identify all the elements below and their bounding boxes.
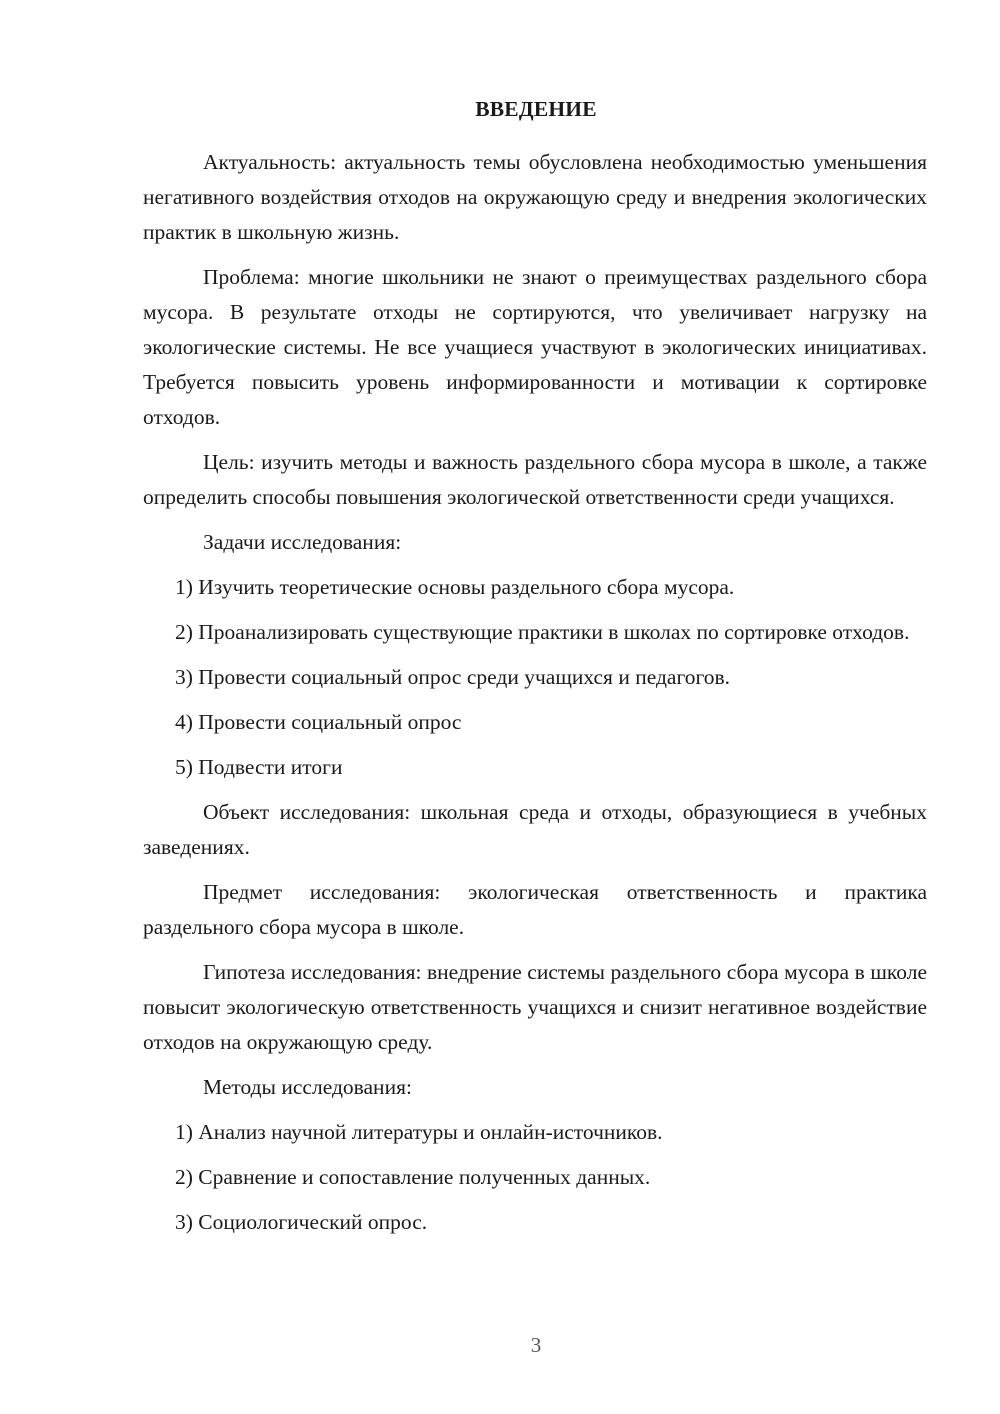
tasks-heading: Задачи исследования:: [203, 530, 402, 554]
list-item: 2) Сравнение и сопоставление полученных данных.: [175, 1165, 651, 1189]
page-title: ВВЕДЕНИЕ: [475, 97, 597, 121]
object-paragraph: Объект исследования: школьная среда и отходы, образующиеся в учебных заведениях.: [143, 800, 927, 859]
list-item: 1) Изучить теоретические основы раздельного сбора мусора.: [175, 575, 735, 599]
list-item: 2) Проанализировать существующие практики в школах по сортировке отходов.: [175, 620, 910, 644]
page-number: 3: [530, 1333, 542, 1357]
methods-list: [143, 1115, 927, 1240]
document-body: [143, 145, 927, 1250]
goal-paragraph: Цель: изучить методы и важность раздельного сбора мусора в школе, а также определить способы повышения экологической ответственности среди учащихся.: [143, 450, 927, 509]
list-item: 1) Анализ научной литературы и онлайн-источников.: [175, 1120, 663, 1144]
list-item: 3) Провести социальный опрос среди учащихся и педагогов.: [175, 665, 731, 689]
hypothesis-paragraph: Гипотеза исследования: внедрение системы раздельного сбора мусора в школе повысит экологическую ответственность учащихся и снизит негативное воздействие отходов на окружающую среду.: [143, 960, 927, 1054]
tasks-list: [143, 570, 927, 785]
list-item: 3) Социологический опрос.: [175, 1210, 428, 1234]
methods-heading: Методы исследования:: [203, 1075, 412, 1099]
relevance-paragraph: Актуальность: актуальность темы обусловлена необходимостью уменьшения негативного воздействия отходов на окружающую среду и внедрения экологических практик в школьную жизнь.: [143, 150, 927, 244]
problem-paragraph: Проблема: многие школьники не знают о преимуществах раздельного сбора мусора. В результате отходы не сортируются, что увеличивает нагрузку на экологические системы. Не все учащиеся участвуют в экологических инициативах. Требуется повысить уровень информированности и мотивации к сортировке отходов.: [143, 265, 927, 429]
subject-paragraph: Предмет исследования: экологическая ответственность и практика раздельного сбора мусора в школе.: [143, 880, 927, 939]
list-item: 4) Провести социальный опрос: [175, 710, 462, 734]
list-item: 5) Подвести итоги: [175, 755, 343, 779]
